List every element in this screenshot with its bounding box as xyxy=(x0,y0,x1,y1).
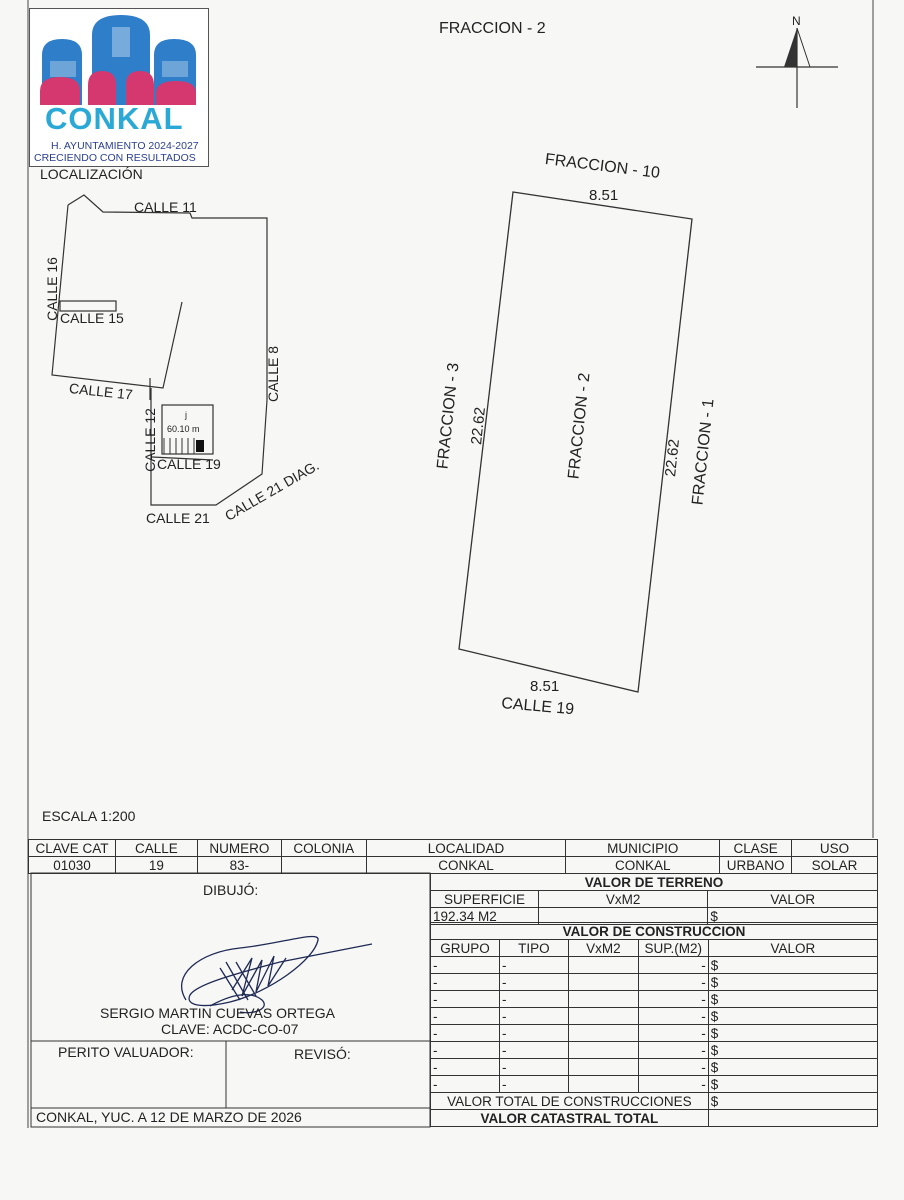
cell: - xyxy=(499,1042,568,1059)
right-length: 22.62 xyxy=(662,438,683,478)
reviso-label: REVISÓ: xyxy=(294,1046,351,1062)
cell: - xyxy=(499,1059,568,1076)
cell: - xyxy=(499,1025,568,1042)
right-neighbor: FRACCION - 1 xyxy=(689,398,718,506)
cell: $ xyxy=(708,1059,877,1076)
header-cell: VxM2 xyxy=(568,940,638,957)
header-cell: VALOR xyxy=(708,940,877,957)
cell: - xyxy=(638,1076,708,1093)
cell: - xyxy=(638,1059,708,1076)
north-arrow-icon xyxy=(756,28,838,108)
cell: $ xyxy=(708,991,877,1008)
header-cell: SUP.(M2) xyxy=(638,940,708,957)
value-cell: CONKAL xyxy=(366,857,566,874)
cell xyxy=(568,957,638,974)
table-row xyxy=(431,1042,878,1059)
table-row xyxy=(431,1059,878,1076)
table-row xyxy=(431,1008,878,1025)
logo-line2: CRECIENDO CON RESULTADOS xyxy=(34,152,196,164)
cell: - xyxy=(638,974,708,991)
cell: - xyxy=(431,1008,500,1025)
table-row xyxy=(431,940,878,957)
drafter-name: SERGIO MARTIN CUEVAS ORTEGA xyxy=(100,1005,335,1021)
street-calle8: CALLE 8 xyxy=(265,345,281,403)
table-row xyxy=(431,923,878,940)
cell: - xyxy=(499,974,568,991)
logo-name: CONKAL xyxy=(45,101,184,136)
value-cell xyxy=(281,857,366,874)
header-cell: MUNICIPIO xyxy=(566,840,720,857)
table-row xyxy=(29,857,878,874)
cell: $ xyxy=(708,1008,877,1025)
bottom-street: CALLE 19 xyxy=(500,695,575,719)
street-calle15: CALLE 15 xyxy=(60,310,124,326)
cell: - xyxy=(431,1042,500,1059)
catastral-total-value xyxy=(708,1110,877,1127)
header-cell: LOCALIDAD xyxy=(366,840,566,857)
street-calle21: CALLE 21 xyxy=(146,510,210,526)
cell: - xyxy=(499,1008,568,1025)
street-calle16: CALLE 16 xyxy=(44,257,60,321)
table-row xyxy=(431,891,878,908)
cell: - xyxy=(431,974,500,991)
cell xyxy=(568,1059,638,1076)
header-cell: SUPERFICIE xyxy=(431,891,539,908)
construction-total-label: VALOR TOTAL DE CONSTRUCCIONES xyxy=(431,1093,709,1110)
table-row xyxy=(431,957,878,974)
top-length: 8.51 xyxy=(589,187,619,204)
cell xyxy=(568,1076,638,1093)
header-cell: VxM2 xyxy=(538,891,708,908)
header-cell: CALLE xyxy=(115,840,197,857)
construction-value-title: VALOR DE CONSTRUCCION xyxy=(431,923,878,940)
perito-label: PERITO VALUADOR: xyxy=(58,1044,194,1060)
cell: - xyxy=(638,1025,708,1042)
cell: $ xyxy=(708,974,877,991)
cell: - xyxy=(431,1025,500,1042)
bottom-length: 8.51 xyxy=(530,678,560,695)
cell: $ xyxy=(708,1025,877,1042)
cell xyxy=(568,1042,638,1059)
municipal-logo xyxy=(29,8,209,167)
header-cell: VALOR xyxy=(708,891,878,908)
cell: - xyxy=(431,1076,500,1093)
cell: - xyxy=(638,957,708,974)
header-cell: CLAVE CAT xyxy=(29,840,116,857)
place-date: CONKAL, YUC. A 12 DE MARZO DE 2026 xyxy=(36,1109,302,1125)
value-cell: URBANO xyxy=(720,857,792,874)
cell: - xyxy=(431,1059,500,1076)
locator-mark: j xyxy=(185,410,187,420)
page-title: FRACCION - 2 xyxy=(439,20,546,37)
cell: - xyxy=(638,1042,708,1059)
value-cell: SOLAR xyxy=(792,857,878,874)
plot-center-label: FRACCION - 2 xyxy=(565,372,594,480)
street-calle12: CALLE 12 xyxy=(142,408,158,472)
cell xyxy=(568,1025,638,1042)
cell: - xyxy=(499,957,568,974)
property-info-table xyxy=(28,839,878,874)
cell: - xyxy=(499,1076,568,1093)
north-label: N xyxy=(792,14,801,28)
cell: $ xyxy=(708,1076,877,1093)
drafter-key: CLAVE: ACDC-CO-07 xyxy=(161,1021,299,1037)
land-value: $ xyxy=(708,908,878,925)
surface-value: 192.34 M2 xyxy=(431,908,539,925)
arches-icon xyxy=(30,9,208,109)
cell: - xyxy=(638,991,708,1008)
scale-label: ESCALA 1:200 xyxy=(42,808,136,824)
table-row xyxy=(431,1110,878,1127)
header-cell: NUMERO xyxy=(197,840,281,857)
land-value-title: VALOR DE TERRENO xyxy=(431,874,878,891)
header-cell: TIPO xyxy=(499,940,568,957)
construction-total-value: $ xyxy=(708,1093,877,1110)
street-calle19-map: CALLE 19 xyxy=(157,456,221,472)
table-row xyxy=(431,974,878,991)
location-map-title: LOCALIZACIÓN xyxy=(40,166,143,182)
cell: - xyxy=(638,1008,708,1025)
header-cell: COLONIA xyxy=(281,840,366,857)
street-calle11: CALLE 11 xyxy=(134,199,197,215)
locator-distance: 60.10 m xyxy=(167,424,200,434)
top-neighbor: FRACCION - 10 xyxy=(544,151,661,182)
table-row xyxy=(431,1025,878,1042)
table-row xyxy=(431,1076,878,1093)
header-cell: CLASE xyxy=(720,840,792,857)
value-cell: 83- xyxy=(197,857,281,874)
left-neighbor: FRACCION - 3 xyxy=(434,362,463,470)
table-row xyxy=(431,1093,878,1110)
cell xyxy=(568,1008,638,1025)
cell: - xyxy=(431,957,500,974)
cell xyxy=(568,991,638,1008)
table-row xyxy=(431,874,878,891)
header-cell: USO xyxy=(792,840,878,857)
cell xyxy=(568,974,638,991)
catastral-total-label: VALOR CATASTRAL TOTAL xyxy=(431,1110,709,1127)
left-length: 22.62 xyxy=(468,406,489,446)
table-row xyxy=(29,840,878,857)
value-cell: CONKAL xyxy=(566,857,720,874)
value-cell: 19 xyxy=(115,857,197,874)
table-row xyxy=(431,991,878,1008)
land-value-table xyxy=(430,873,878,925)
street-calle21-diag: CALLE 21 DIAG. xyxy=(222,457,322,524)
value-cell: 01030 xyxy=(29,857,116,874)
cell: - xyxy=(499,991,568,1008)
cell: $ xyxy=(708,957,877,974)
header-cell: GRUPO xyxy=(431,940,500,957)
street-calle17: CALLE 17 xyxy=(68,380,134,403)
construction-value-table xyxy=(430,922,878,1127)
cell: - xyxy=(431,991,500,1008)
logo-line1: H. AYUNTAMIENTO 2024-2027 xyxy=(51,140,199,152)
cell: $ xyxy=(708,1042,877,1059)
drawing-label: DIBUJÓ: xyxy=(203,882,259,898)
